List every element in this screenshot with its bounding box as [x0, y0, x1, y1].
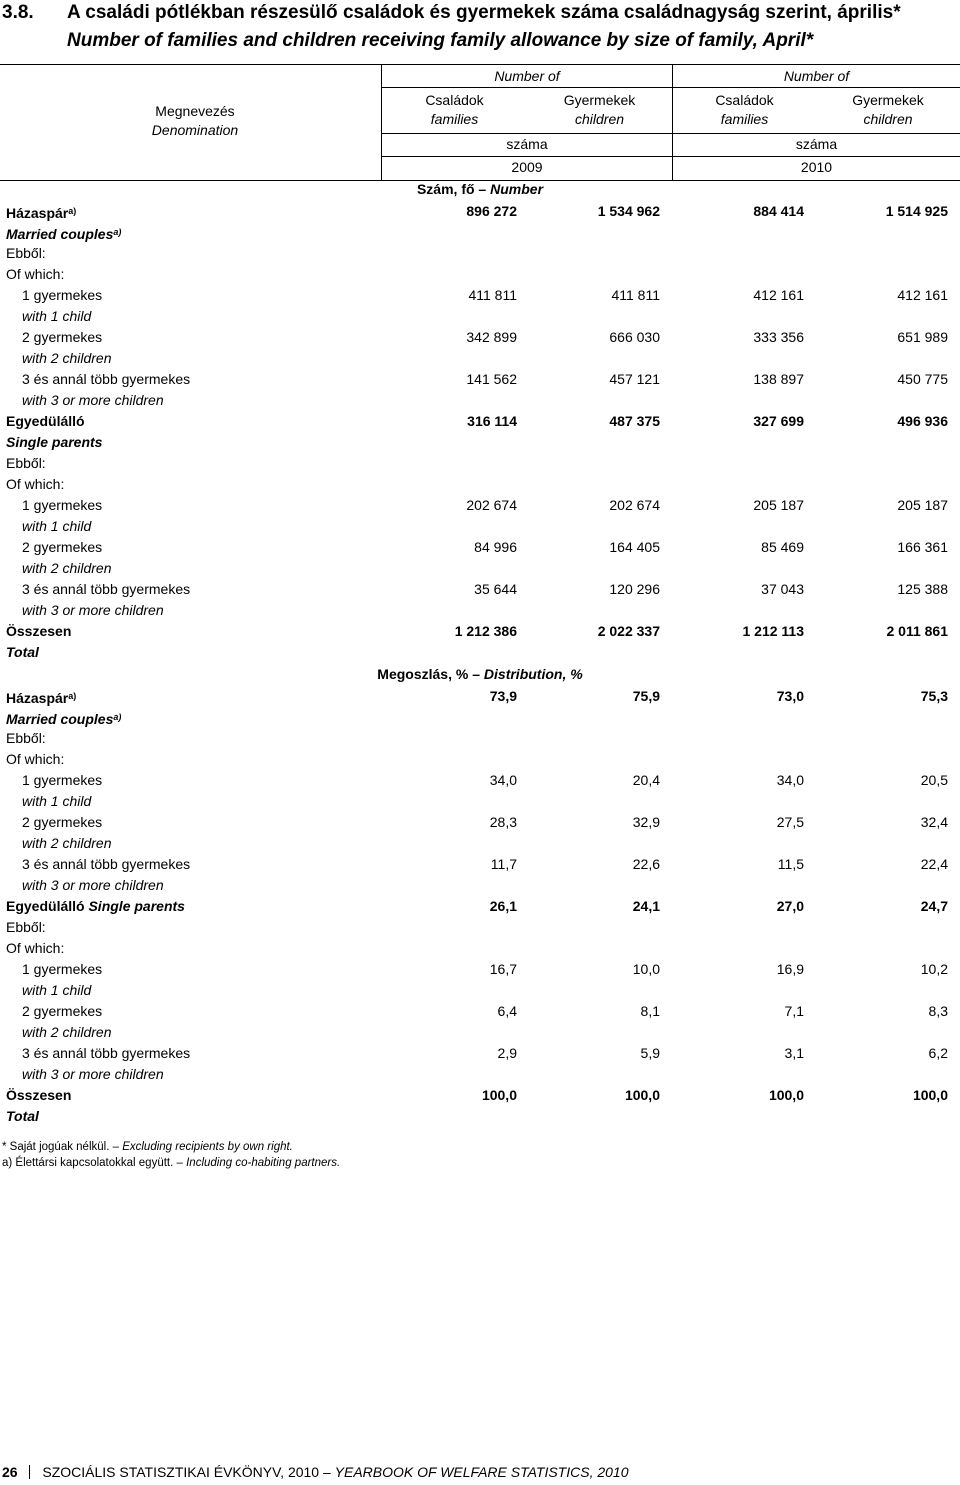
families-hu-2010: Családok — [715, 92, 774, 108]
cell-value: 2 011 861 — [886, 623, 948, 639]
cell-value: 100,0 — [912, 1087, 948, 1103]
row-label-en-text: Total — [6, 644, 39, 660]
row-label-hu — [22, 854, 190, 875]
row-label-en-text: with 3 or more children — [22, 1066, 164, 1082]
cell-value: 884 414 — [753, 203, 804, 219]
footnote-marker: a) — [113, 712, 122, 722]
cell-value: 84 996 — [474, 539, 517, 555]
row-label-en — [22, 1022, 112, 1043]
row-label-hu-text: 2 gyermekes — [22, 539, 103, 555]
cell-value: 73,9 — [489, 688, 517, 704]
cell-value: 73,0 — [776, 688, 804, 704]
row-label-hu — [6, 686, 76, 709]
row-label-en-text: Single parents — [88, 898, 185, 914]
row-label-en — [22, 390, 164, 411]
row-label-en-text: with 3 or more children — [22, 392, 164, 408]
children-en-2010: children — [863, 111, 913, 127]
cell-value: 10,2 — [920, 961, 948, 977]
cell-value: 327 699 — [753, 413, 804, 429]
cell-value: 27,0 — [776, 898, 804, 914]
of-which-label-en: Of which: — [6, 751, 65, 767]
cell-value: 487 375 — [609, 413, 660, 429]
cell-value: 8,1 — [640, 1003, 660, 1019]
row-label-hu-text: 1 gyermekes — [22, 497, 103, 513]
cell-value: 75,3 — [920, 688, 948, 704]
cell-value: 412 161 — [897, 287, 948, 303]
row-label-hu — [22, 1043, 190, 1064]
number-of-2009: Number of — [494, 68, 560, 84]
row-label-en — [22, 980, 91, 1001]
cell-value: 202 674 — [609, 497, 660, 513]
year-2009: 2009 — [511, 159, 543, 175]
cell-value: 32,9 — [632, 814, 660, 830]
of-which-label-en: Of which: — [6, 476, 65, 492]
row-label-hu-text: 1 gyermekes — [22, 287, 103, 303]
cell-value: 1 514 925 — [885, 203, 948, 219]
row-label-en-text: Single parents — [6, 434, 103, 450]
cell-value: 7,1 — [784, 1003, 804, 1019]
families-en-2009: families — [430, 111, 479, 127]
cell-value: 2 022 337 — [597, 623, 660, 639]
cell-value: 35 644 — [474, 581, 517, 597]
table-title-hu: A családi pótlékban részesülő családok és gyermekek száma családnagyság szerint, április* — [67, 2, 901, 23]
of-which-label-hu: Ebből: — [6, 245, 46, 261]
of-which-label-en: Of which: — [6, 940, 65, 956]
row-label-en-text: with 2 children — [22, 1024, 112, 1040]
of-which-label-hu: Ebből: — [6, 455, 46, 471]
families-hu-2009: Családok — [425, 92, 484, 108]
cell-value: 316 114 — [467, 413, 517, 429]
row-label-en-text: with 1 child — [22, 518, 92, 534]
cell-value: 11,5 — [777, 856, 804, 872]
of-which-label-en: Of which: — [6, 266, 65, 282]
cell-value: 457 121 — [609, 371, 660, 387]
szama-2009: száma — [506, 136, 548, 152]
row-label-hu-text: 3 és annál több gyermekes — [22, 856, 191, 872]
cell-value: 6,4 — [497, 1003, 517, 1019]
footer-title-hu: SZOCIÁLIS STATISZTIKAI ÉVKÖNYV, 2010 — [42, 1464, 320, 1480]
row-label-hu-text: Egyedülálló — [6, 413, 85, 429]
cell-value: 75,9 — [632, 688, 660, 704]
row-label-en-text: with 3 or more children — [22, 877, 164, 893]
row-label-en-text: with 2 children — [22, 835, 112, 851]
row-label-hu-text: 2 gyermekes — [22, 329, 103, 345]
row-label-en-text: with 1 child — [22, 793, 92, 809]
row-label-hu — [6, 1085, 71, 1106]
children-en-2009: children — [574, 111, 625, 127]
cell-value: 1 212 386 — [454, 623, 517, 639]
row-label-en-text: with 1 child — [22, 982, 92, 998]
row-label-hu-text: Egyedülálló — [6, 898, 85, 914]
row-label-hu-text: 2 gyermekes — [22, 1003, 103, 1019]
row-label-en-text: with 1 child — [22, 308, 92, 324]
cell-value: 34,0 — [776, 772, 804, 788]
year-2010: 2010 — [800, 159, 833, 175]
cell-value: 450 775 — [897, 371, 948, 387]
cell-value: 411 811 — [468, 287, 517, 303]
table-title-en: Number of families and children receiving family allowance by size of family, April* — [67, 30, 814, 51]
cell-value: 205 187 — [897, 497, 948, 513]
row-label-en-text: Married couples — [6, 226, 114, 242]
of-which-label-hu: Ebből: — [6, 919, 46, 935]
row-label-en — [22, 516, 91, 537]
row-label-en-text: with 2 children — [22, 350, 112, 366]
denomination-en: Denomination — [151, 122, 239, 138]
cell-value: 5,9 — [640, 1045, 660, 1061]
cell-value: 26,1 — [489, 898, 517, 914]
cell-value: 85 469 — [761, 539, 804, 555]
row-label-en — [6, 222, 121, 245]
cell-value: 20,5 — [920, 772, 948, 788]
cell-value: 24,1 — [632, 898, 660, 914]
footnote-star: * Saját jogúak nélkül. – Excluding recipients by own right. — [2, 1141, 293, 1153]
row-label-en — [22, 833, 112, 854]
row-label-en — [6, 1106, 39, 1127]
cell-value: 202 674 — [466, 497, 517, 513]
unit-heading: Szám, fő – Number — [416, 181, 544, 197]
footnote-marker: a) — [68, 691, 77, 701]
cell-value: 333 356 — [753, 329, 804, 345]
cell-value: 10,0 — [632, 961, 660, 977]
row-label-en-text: Married couples — [6, 711, 114, 727]
header-top-rule — [0, 64, 960, 65]
header-rule — [381, 133, 960, 134]
row-label-hu-text: Összesen — [6, 623, 72, 639]
cell-value: 22,4 — [920, 856, 948, 872]
cell-value: 2,9 — [497, 1045, 517, 1061]
row-label-hu — [6, 201, 76, 224]
row-label-hu-text: 2 gyermekes — [22, 814, 103, 830]
row-label-en — [22, 875, 164, 896]
cell-value: 166 361 — [897, 539, 948, 555]
row-label-hu — [6, 621, 71, 642]
row-label-en — [22, 791, 91, 812]
cell-value: 651 989 — [897, 329, 948, 345]
row-label-en-text: with 2 children — [22, 560, 112, 576]
row-label-hu-text: 3 és annál több gyermekes — [22, 1045, 191, 1061]
row-label-hu-text: 3 és annál több gyermekes — [22, 371, 191, 387]
row-label-hu — [22, 495, 102, 516]
children-hu-2010: Gyermekek — [852, 92, 924, 108]
cell-value: 1 212 113 — [742, 623, 804, 639]
cell-value: 164 405 — [609, 539, 660, 555]
cell-value: 8,3 — [928, 1003, 948, 1019]
row-label-hu — [22, 537, 102, 558]
cell-value: 28,3 — [489, 814, 517, 830]
cell-value: 342 899 — [466, 329, 517, 345]
cell-value: 3,1 — [784, 1045, 804, 1061]
row-label-en — [22, 306, 91, 327]
cell-value: 32,4 — [920, 814, 948, 830]
footnote-marker: a) — [68, 206, 77, 216]
row-label-en — [22, 1064, 164, 1085]
cell-value: 100,0 — [624, 1087, 660, 1103]
cell-value: 16,9 — [776, 961, 804, 977]
cell-value: 141 562 — [466, 371, 517, 387]
cell-value: 896 272 — [466, 203, 517, 219]
cell-value: 411 811 — [611, 287, 660, 303]
cell-value: 412 161 — [753, 287, 804, 303]
families-en-2010: families — [720, 111, 769, 127]
cell-value: 100,0 — [768, 1087, 804, 1103]
table-number: 3.8. — [2, 2, 34, 23]
row-label-en — [22, 600, 164, 621]
cell-value: 120 296 — [609, 581, 660, 597]
cell-value: 6,2 — [928, 1045, 948, 1061]
row-label-hu — [22, 579, 190, 600]
row-label-hu — [6, 411, 85, 432]
row-label-hu — [22, 1001, 102, 1022]
row-label-hu — [22, 812, 102, 833]
cell-value: 125 388 — [897, 581, 948, 597]
row-label-hu — [22, 369, 190, 390]
row-label-hu-text: Házaspár — [6, 205, 69, 221]
of-which-label-hu: Ebből: — [6, 730, 46, 746]
distribution-heading: Megoszlás, % – Distribution, % — [377, 666, 583, 682]
cell-value: 496 936 — [897, 413, 948, 429]
row-label-hu — [6, 896, 185, 917]
cell-value: 138 897 — [753, 371, 804, 387]
footer-separator — [29, 1465, 30, 1479]
row-label-en-text: Total — [6, 1108, 39, 1124]
cell-value: 1 534 962 — [597, 203, 660, 219]
cell-value: 11,7 — [490, 856, 517, 872]
cell-value: 27,5 — [776, 814, 804, 830]
cell-value: 666 030 — [609, 329, 660, 345]
cell-value: 37 043 — [761, 581, 804, 597]
row-label-hu-text: Házaspár — [6, 690, 69, 706]
cell-value: 22,6 — [632, 856, 660, 872]
header-rule — [381, 156, 960, 157]
row-label-hu — [22, 959, 102, 980]
row-label-en-text: with 3 or more children — [22, 602, 164, 618]
row-label-en — [6, 432, 102, 453]
szama-2010: száma — [795, 136, 838, 152]
row-label-hu — [22, 327, 102, 348]
row-label-hu — [22, 285, 102, 306]
cell-value: 100,0 — [481, 1087, 517, 1103]
denomination-hu: Megnevezés — [155, 103, 235, 119]
page-footer: 26 SZOCIÁLIS STATISZTIKAI ÉVKÖNYV, 2010 – YEARBOOK OF WELFARE STATISTICS, 2010 — [2, 1464, 629, 1480]
footnote-a: a) Élettársi kapcsolatokkal együtt. – Including co-habiting partners. — [2, 1157, 341, 1169]
row-label-en — [6, 707, 121, 730]
footnote-marker: a) — [113, 227, 122, 237]
page-number: 26 — [2, 1464, 18, 1480]
row-label-en — [22, 558, 112, 579]
row-label-hu — [22, 770, 102, 791]
cell-value: 20,4 — [632, 772, 660, 788]
row-label-hu-text: 3 és annál több gyermekes — [22, 581, 191, 597]
row-label-hu-text: 1 gyermekes — [22, 772, 103, 788]
row-label-en — [6, 642, 39, 663]
row-label-en — [22, 348, 112, 369]
number-of-2010: Number of — [783, 68, 850, 84]
cell-value: 16,7 — [489, 961, 517, 977]
header-rule — [381, 87, 960, 88]
footer-title-en: YEARBOOK OF WELFARE STATISTICS, 2010 — [334, 1464, 629, 1480]
children-hu-2009: Gyermekek — [563, 92, 636, 108]
cell-value: 24,7 — [920, 898, 948, 914]
row-label-hu-text: Összesen — [6, 1087, 72, 1103]
row-label-hu-text: 1 gyermekes — [22, 961, 103, 977]
cell-value: 205 187 — [753, 497, 804, 513]
cell-value: 34,0 — [489, 772, 517, 788]
